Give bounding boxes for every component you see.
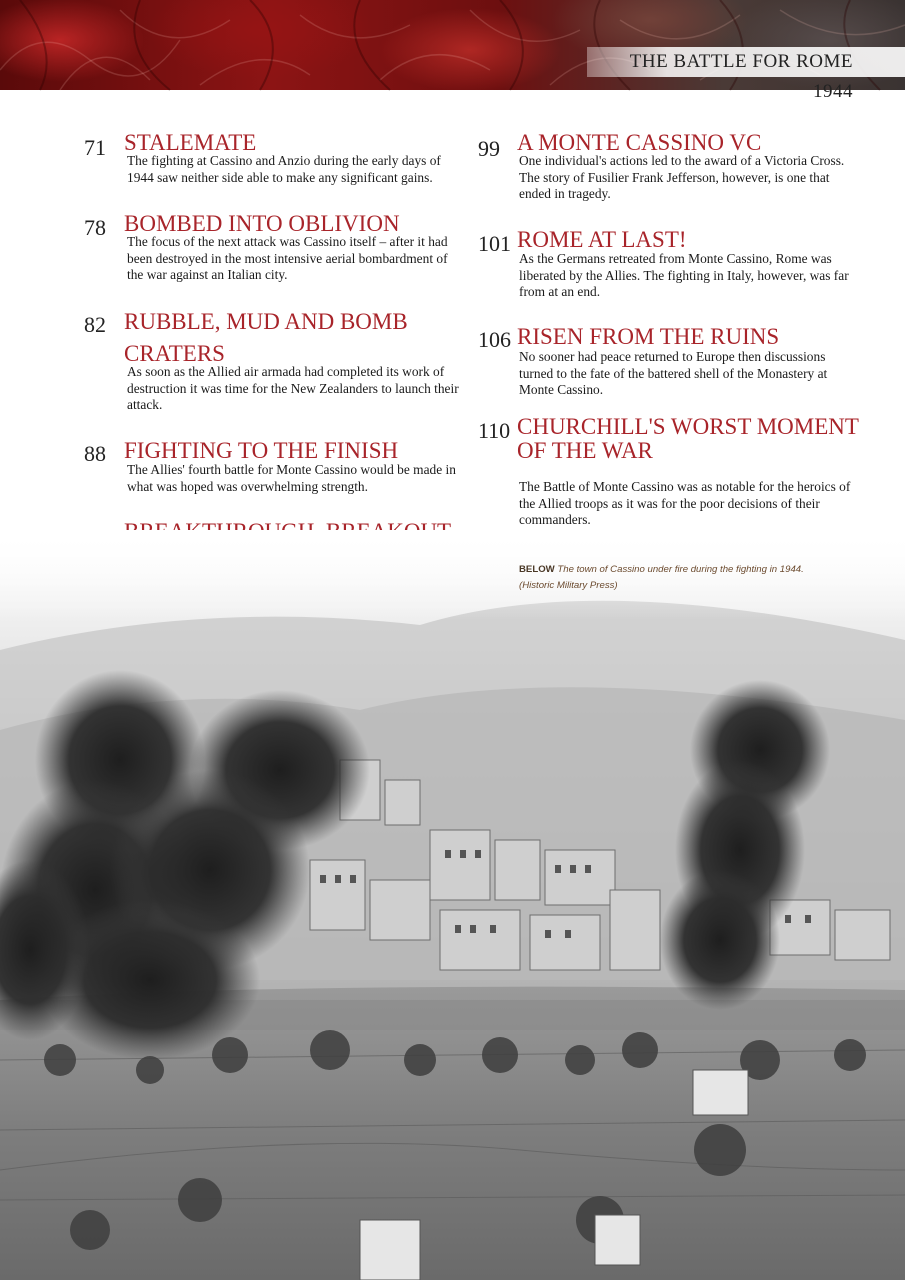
cassino-bombardment-image	[0, 530, 905, 1280]
page-number: 110	[478, 418, 511, 443]
entry-description: One individual's actions led to the award of a Victoria Cross. The story of Fusilier Frank Jefferson, however, is one that ended in tragedy.	[519, 153, 845, 202]
entry-title-line-2: CRATERS	[124, 341, 225, 366]
caption-text: The town of Cassino under fire during the fighting in 1944.	[557, 564, 804, 575]
page-number: 88	[84, 441, 106, 466]
header-banner	[0, 0, 905, 102]
entry-title: RISEN FROM THE RUINS	[517, 324, 780, 349]
entry-title-line-1: CHURCHILL'S WORST MOMENT	[517, 414, 859, 439]
entry-description: The Battle of Monte Cassino was as notable for the heroics of the Allied troops as it was for the poor decisions of their commanders.	[519, 479, 851, 528]
photo-caption	[519, 562, 849, 594]
entry-title-line-2: OF THE WAR	[517, 438, 653, 463]
page-number: 106	[478, 327, 511, 352]
page-number: 71	[84, 135, 106, 160]
entry-description: The fighting at Cassino and Anzio during the early days of 1944 saw neither side able to make any significant gains.	[127, 153, 441, 185]
entry-description: As soon as the Allied air armada had completed its work of destruction it was time for the New Zealanders to launch their attack.	[127, 364, 459, 413]
entry-title: A MONTE CASSINO VC	[517, 130, 762, 155]
page-number: 99	[478, 136, 500, 161]
entry-title-line-1: RUBBLE, MUD AND BOMB	[124, 309, 408, 334]
entry-title: ROME AT LAST!	[517, 227, 687, 252]
entry-description: The Allies' fourth battle for Monte Cassino would be made in what was hoped was overwhelming strength.	[127, 462, 456, 494]
page-number: 82	[84, 312, 106, 337]
entry-title: BOMBED INTO OBLIVION	[124, 211, 400, 236]
caption-credit: (Historic Military Press)	[519, 580, 618, 591]
entry-description: No sooner had peace returned to Europe then discussions turned to the fate of the battered shell of the Monastery at Monte Cassino.	[519, 349, 828, 398]
entry-title: FIGHTING TO THE FINISH	[124, 438, 399, 463]
page-number: 101	[478, 231, 511, 256]
entry-description: The focus of the next attack was Cassino itself – after it had been destroyed in the most intensive aerial bombardment of the war against an Italian city.	[127, 234, 448, 283]
entry-description: As the Germans retreated from Monte Cassino, Rome was liberated by the Allies. The fighting in Italy, however, was far from at an end.	[519, 251, 849, 300]
running-title: THE BATTLE FOR ROME 1944	[587, 47, 905, 77]
cassino-photograph	[0, 530, 905, 1280]
page-number: 78	[84, 215, 106, 240]
entry-title: STALEMATE	[124, 130, 257, 155]
caption-label: BELOW	[519, 564, 555, 575]
